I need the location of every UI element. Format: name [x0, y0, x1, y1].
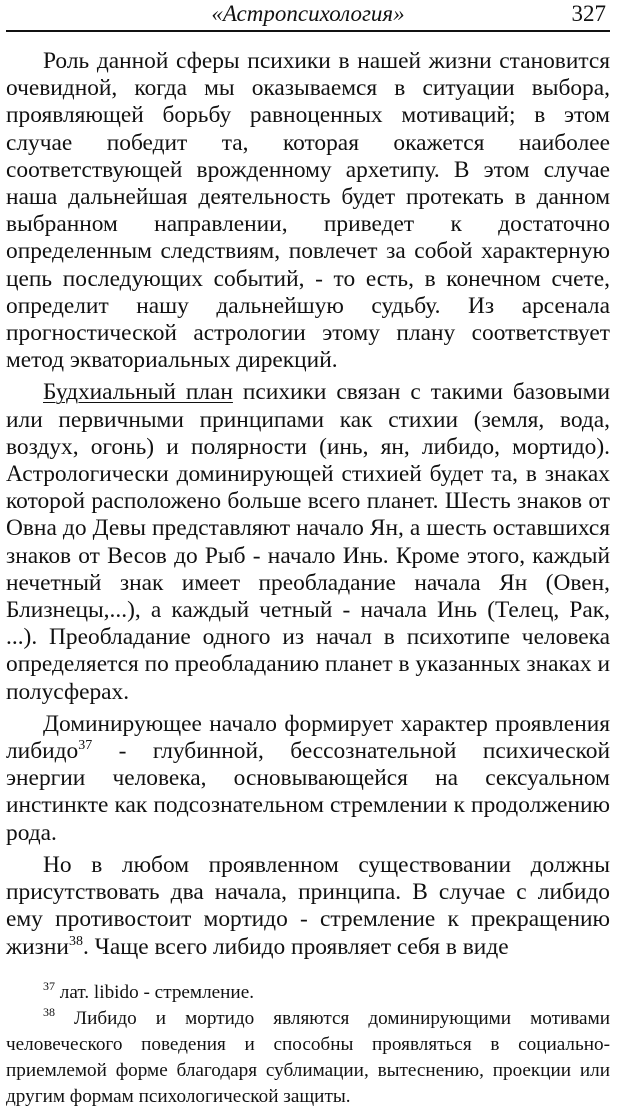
running-title: «Астропсихология»	[211, 1, 405, 26]
paragraph-4-text-after: . Чаще всего либидо проявляет себя в виде	[82, 933, 509, 960]
paragraph-4-text-before: Но в любом проявленном существовании должны присутствовать два начала, принципа. В случае с либидо ему противостоит мортидо - стремление к прекращению жизни	[6, 851, 610, 960]
paragraph-3-text-after: - глубинной, бессознательной психической энергии человека, основывающейся на сексуальном инстинкте как подсознательном стремлении к продолжению рода.	[6, 738, 610, 846]
footnote-ref-37[interactable]: 37	[78, 738, 93, 754]
main-text	[6, 48, 610, 961]
paragraph-1-text: Роль данной сферы психики в нашей жизни становится очевидной, когда мы оказываемся в ситуации выбора, проявляющей борьбу равноценных мотиваций; в этом случае победит та, которая окажется наиболее соответствующей врожденному архетипу. В этом случае наша дальнейшая деятельность будет протекать в данном выбранном направлении, приведет к достаточно определенным следствиям, повлечет за собой характерную цепь последующих событий, - то есть, в конечном счете, определит нашу дальнейшую судьбу. Из арсенала прогностической астрологии этому плану соответствует метод экваториальных дирекций.	[6, 48, 610, 374]
footnote-37-text: лат. libido - стремление.	[55, 982, 255, 1003]
page-number: 327	[571, 1, 606, 26]
footnote-38-number: 38	[43, 1005, 55, 1019]
running-header	[6, 0, 610, 32]
paragraph-2	[6, 379, 610, 705]
footnote-38	[6, 1006, 610, 1110]
footnote-37	[6, 980, 610, 1006]
paragraph-4	[6, 852, 610, 961]
paragraph-1	[6, 48, 610, 374]
footnotes	[6, 980, 610, 1110]
buddhial-plane-term: Будхиальный план	[43, 379, 233, 406]
footnote-ref-38[interactable]: 38	[68, 933, 83, 949]
paragraph-3	[6, 711, 610, 847]
footnote-38-text: Либидо и мортидо являются доминирующими мотивами человеческого поведения и способны проявляться в социально-приемлемой форме благодаря сублимации, вытеснению, проекции или другим формам психологической защиты.	[6, 1008, 610, 1107]
footnote-37-number: 37	[43, 979, 55, 993]
paragraph-3-text-before: Доминирующее начало формирует характер проявления либидо	[6, 710, 610, 765]
paragraph-2-text: психики связан с такими базовыми или первичными принципами как стихии (земля, вода, воздух, огонь) и полярности (инь, ян, либидо, мортидо). Астрологически доминирующей стихией будет та, в знаках которой расположено больше всего планет. Шесть знаков от Овна до Девы представляют начало Ян, а шесть оставшихся знаков от Весов до Рыб - начало Инь. Кроме этого, каждый нечетный знак имеет преобладание начала Ян (Овен, Близнецы,...), а каждый четный - начала Инь (Телец, Рак, ...). Преобладание одного из начал в психотипе человека определяется по преобладанию планет в указанных знаках и полусферах.	[6, 379, 610, 705]
